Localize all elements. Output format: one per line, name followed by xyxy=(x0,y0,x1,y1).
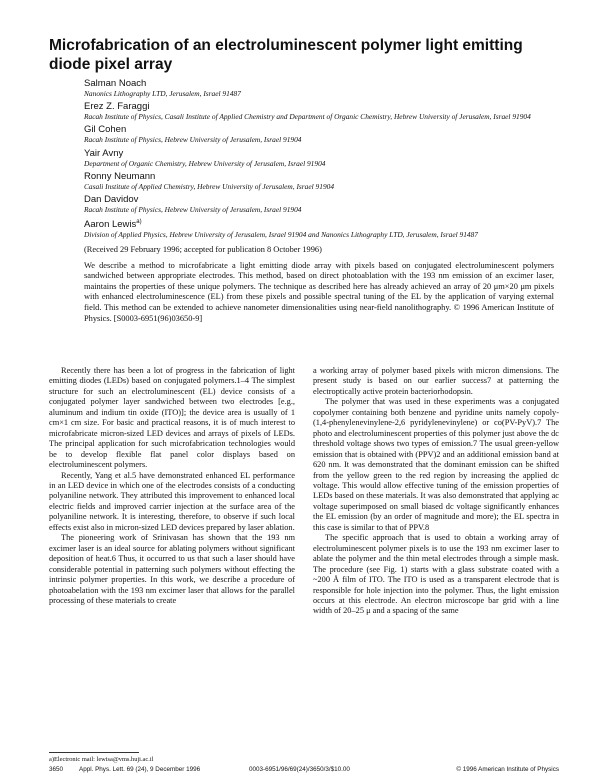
author-affiliation: Racah Institute of Physics, Hebrew University of Jerusalem, Israel 91904 xyxy=(84,205,302,215)
body-paragraph: Recently there has been a lot of progress in the fabrication of light emitting diodes (LEDs) based on conjugated polymers.1–4 The simplest structure for such an electroluminescent (EL) device consists of a conjugated polymer layer sandwiched between two electrodes [e.g., aluminum and indium tin oxide (ITO)]; the device area is usually of 1 cm×1 cm size. For basic and practical reasons, it is of much interest to microfabricate micron-sized LED devices and arrays of pixels of LEDs. The principal application for such microfabrication technologies would be to develop flexible flat panel color displays based on electroluminescent polymers. xyxy=(49,366,295,470)
body-paragraph: Recently, Yang et al.5 have demonstrated enhanced EL performance in an LED device in which one of the electrodes consists of a conducting polyaniline network. They attributed this improvement to enhanced local electric fields and improved carrier injection at the surface area of the polyaniline network. It is interesting, therefore, to observe if such local effects exist also in micron-sized LED devices prepared by laser ablation. xyxy=(49,470,295,532)
paper-title: Microfabrication of an electroluminescent polymer light emitting diode pixel array xyxy=(49,37,523,73)
author-block xyxy=(84,78,554,324)
author-affiliation: Division of Applied Physics, Hebrew University of Jerusalem, Israel 91904 and Nanonics Lithography LTD, Jerusalem, Israel 91487 xyxy=(84,230,478,240)
footnote: a)Electronic mail: lewisa@vms.huji.ac.il xyxy=(49,756,154,763)
received-dates: (Received 29 February 1996; accepted for publication 8 October 1996) xyxy=(84,244,322,254)
body-columns xyxy=(49,366,559,617)
page-footer xyxy=(49,766,559,773)
footnote-divider xyxy=(49,752,139,753)
author-entry xyxy=(84,101,554,121)
author-name: Ronny Neumann xyxy=(84,170,156,182)
footnote-marker: a) xyxy=(136,219,142,226)
body-paragraph: The polymer that was used in these experiments was a conjugated copolymer containing both benzene and pyridine units namely copoly-(1,4-phenylenevinylene-2,6 pyridylenevinylene) or co(PV-PyV).7 The photo and electroluminescent properties of this polymer just above the dc threshold voltage shows two types of emission.7 The usual green-yellow emission that is obtained with (PPV)2 and an additional emission band at 620 nm. It was demonstrated that the dominant emission can be shifted from the yellow green to the red region by increasing the applied dc voltage. This would allow effective tuning of the emission properties of LEDs based on these materials. It was also demonstrated that applying ac voltage superimposed on small biased dc voltage significantly enhances the EL emission (by an order of magnitude and more); the EL spectra in this case is similar to that of PPV.8 xyxy=(313,397,559,532)
left-column xyxy=(49,366,295,617)
body-paragraph: a working array of polymer based pixels with micron dimensions. The present study is based on our earlier success7 at patterning the electroptically active protein bacteriorhodopsin. xyxy=(313,366,559,396)
body-paragraph: The pioneering work of Srinivasan has shown that the 193 nm excimer laser is an ideal source for ablating polymers without significant deposition of heat.6 Thus, it occurred to us that such a laser should have considerable potential in patterning such polymers without effecting the intrinsic polymer properties. In this work, we describe a procedure of photoabelation with the 193 nm excimer laser that allows for the parallel processing of these materials to create xyxy=(49,533,295,605)
author-name: Salman Noach xyxy=(84,78,147,89)
body-paragraph: The specific approach that is used to obtain a working array of electroluminescent polymer pixels is to use the 193 nm excimer laser to ablate the polymer and the thin metal electrodes through a simple mask. The procedure (see Fig. 1) starts with a glass substrate coated with a ~200 Å film of ITO. The ITO is used as a transparent electrode that is responsible for hole injection into the polymer. Thus, the light emission occurs at this electrode. An electron microscope bar grid with a line width of 20–25 μ and a spacing of the same xyxy=(313,533,559,616)
author-name: Gil Cohen xyxy=(84,124,127,136)
journal-citation: Appl. Phys. Lett. 69 (24), 9 December 1996 xyxy=(79,766,201,773)
author-entry xyxy=(84,124,554,144)
author-entry xyxy=(84,148,554,168)
author-affiliation: Department of Organic Chemistry, Hebrew University of Jerusalem, Israel 91904 xyxy=(84,158,326,168)
author-name-with-footnote xyxy=(84,217,554,230)
copyright: © 1996 American Institute of Physics xyxy=(456,766,559,773)
author-entry xyxy=(84,171,554,191)
abstract: We describe a method to microfabricate a light emitting diode array with pixels based on conjugated electroluminescent polymers sandwiched between appropriate electrodes. This method, based on direct photoablation with the 193 nm emission of an excimer laser, maintains the properties of these unique polymers. The technique as described here has already achieved an array of 20 μm×20 μm pixels with enhanced electroluminescence (EL) from these pixels and possible spectral tuning of the EL by the application of varying external field. This method can be extended to achieve nanometer dimensionalities using near-field nanolithography. © 1996 American Institute of Physics. [S0003-6951(96)03650-9] xyxy=(84,260,554,323)
article-code: 0003-6951/96/69(24)/3650/3/$10.00 xyxy=(249,766,350,773)
author-affiliation: Nanonics Lithography LTD, Jerusalem, Israel 91487 xyxy=(84,89,241,98)
author-name: Erez Z. Faraggi xyxy=(84,101,150,113)
author-affiliation: Casali Institute of Applied Chemistry, Hebrew University of Jerusalem, Israel 91904 xyxy=(84,181,335,191)
author-name: Yair Avny xyxy=(84,147,124,159)
author-entry xyxy=(84,78,554,98)
author-affiliation: Racah Institute of Physics, Casali Institute of Applied Chemistry and Department of Organic Chemistry, Hebrew University of Jerusalem, Israel 91904 xyxy=(84,112,531,122)
page-number: 3650 xyxy=(49,766,64,773)
author-entry xyxy=(84,194,554,214)
author-name: Dan Davidov xyxy=(84,194,139,206)
right-column xyxy=(313,366,559,617)
author-affiliation: Racah Institute of Physics, Hebrew University of Jerusalem, Israel 91904 xyxy=(84,135,302,145)
author-entry xyxy=(84,217,554,239)
author-name: Aaron Lewis xyxy=(84,219,137,231)
